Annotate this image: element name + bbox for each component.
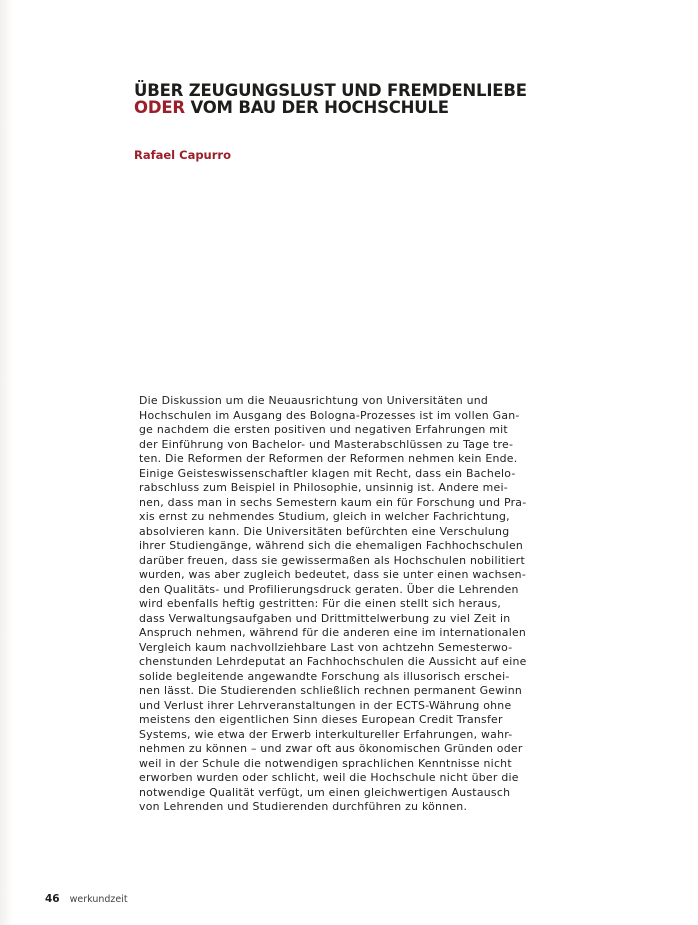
body-line: ge nachdem die ersten positiven und negativen Erfahrungen mit <box>139 423 508 436</box>
body-line: notwendige Qualität verfügt, um einen gleichwertigen Austausch <box>139 785 511 799</box>
body-line: solide begleitende angewandte Forschung als illusorisch erschei- <box>139 669 510 683</box>
body-line: meistens den eigentlichen Sinn dieses European Credit Transfer <box>139 713 503 726</box>
body-line: weil in der Schule die notwendigen sprachlichen Kenntnisse nicht <box>139 756 512 770</box>
body-line: wird ebenfalls heftig gestritten: Für die einen stellt sich heraus, <box>139 597 502 610</box>
title-line-1: ÜBER ZEUGUNGSLUST UND FREMDENLIEBE <box>134 81 527 100</box>
title-line-2-rest: VOM BAU DER HOCHSCHULE <box>184 98 449 117</box>
body-line: wurden, was aber zugleich bedeutet, dass sie unter einen wachsen- <box>139 568 526 581</box>
author-name: Rafael Capurro <box>134 148 231 162</box>
body-line: Hochschulen im Ausgang des Bologna-Prozesses ist im vollen Gan- <box>139 408 520 422</box>
page-edge-shadow <box>0 0 13 925</box>
body-line: ten. Die Reformen der Reformen der Reformen nehmen kein Ende. <box>139 452 518 465</box>
body-line: nen, dass man in sechs Semestern kaum ein für Forschung und Pra- <box>139 495 527 509</box>
page-number: 46 <box>45 893 60 905</box>
body-paragraph <box>139 394 609 815</box>
body-line: Vergleich kaum nachvollziehbare Last von achtzehn Semesterwo- <box>139 640 513 654</box>
title-accent-word: ODER <box>134 98 185 117</box>
article-title <box>134 82 634 116</box>
body-line: absolvieren kann. Die Universitäten befürchten eine Verschulung <box>139 524 510 538</box>
title-line-2 <box>134 99 634 116</box>
body-line: chenstunden Lehrdeputat an Fachhochschulen die Aussicht auf eine <box>139 655 527 668</box>
body-line: und Verlust ihrer Lehrveranstaltungen in der ECTS-Währung ohne <box>139 698 512 712</box>
body-line: nehmen zu können – und zwar oft aus ökonomischen Gründen oder <box>139 742 523 755</box>
publication-name: werkundzeit <box>69 894 128 905</box>
body-line: xis ernst zu nehmendes Studium, gleich in welcher Fachrichtung, <box>139 510 510 523</box>
page-footer <box>45 893 128 905</box>
body-line: dass Verwaltungsaufgaben und Drittmittelwerbung zu viel Zeit in <box>139 611 511 625</box>
body-line: ihrer Studiengänge, während sich die ehemaligen Fachhochschulen <box>139 539 524 552</box>
body-line: den Qualitäts- und Profilierungsdruck geraten. Über die Lehrenden <box>139 582 519 596</box>
body-line: rabschluss zum Beispiel in Philosophie, unsinnig ist. Andere mei- <box>139 481 508 494</box>
body-line: der Einführung von Bachelor- und Masterabschlüssen zu Tage tre- <box>139 437 514 451</box>
body-line: Systems, wie etwa der Erwerb interkultureller Erfahrungen, wahr- <box>139 727 513 741</box>
body-line: Anspruch nehmen, während für die anderen eine im internationalen <box>139 626 527 639</box>
body-line: darüber freuen, dass sie gewissermaßen als Hochschulen nobilitiert <box>139 553 525 567</box>
body-line: Einige Geisteswissenschaftler klagen mit Recht, dass ein Bachelo- <box>139 466 516 480</box>
body-line: Die Diskussion um die Neuausrichtung von Universitäten und <box>139 394 489 407</box>
body-line: von Lehrenden und Studierenden durchführen zu können. <box>139 800 468 813</box>
body-line: nen lässt. Die Studierenden schließlich rechnen permanent Gewinn <box>139 684 522 697</box>
body-line: erworben wurden oder schlicht, weil die Hochschule nicht über die <box>139 771 519 784</box>
